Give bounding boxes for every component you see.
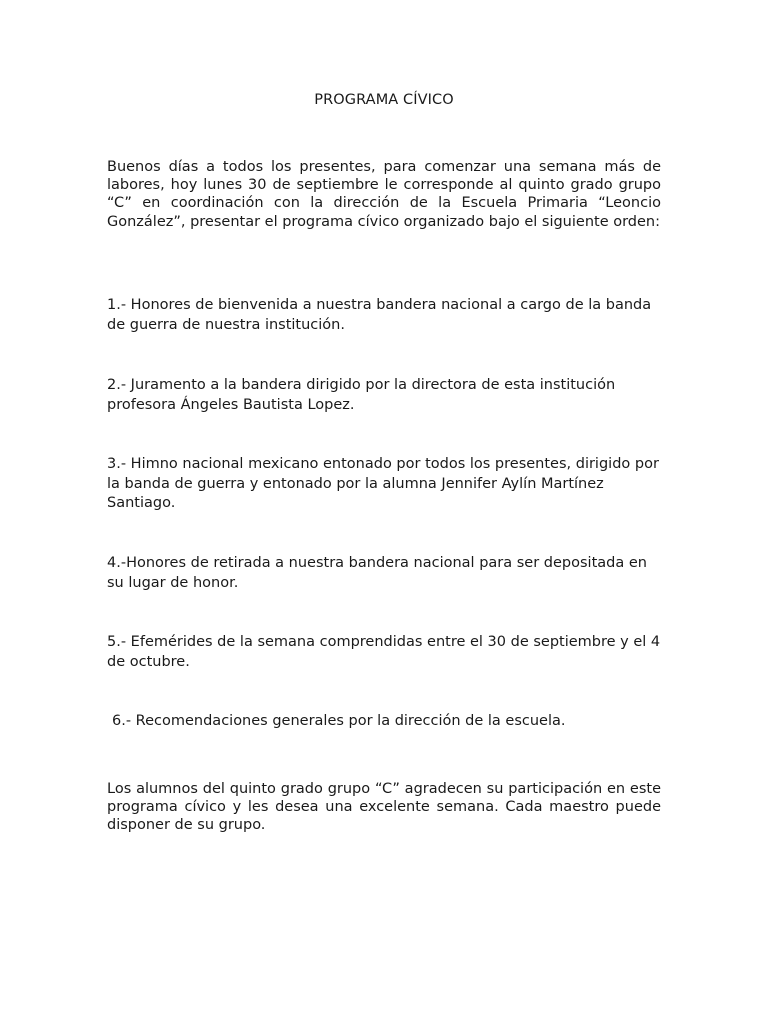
- intro-paragraph: Buenos días a todos los presentes, para comenzar una semana más de labores, hoy lunes 30 de septiembre le corresponde al quinto grado grupo “C” en coordinación con la dirección de la Escuela Primaria “Leoncio González”, presentar el programa cívico organizado bajo el siguiente orden:: [107, 159, 661, 230]
- program-item-1: 1.- Honores de bienvenida a nuestra bandera nacional a cargo de la banda de guerra de nuestra institución.: [107, 297, 652, 333]
- program-item-6: 6.- Recomendaciones generales por la dirección de la escuela.: [112, 713, 566, 729]
- closing-paragraph: Los alumnos del quinto grado grupo “C” agradecen su participación en este programa cívico y les desea una excelente semana. Cada maestro puede disponer de su grupo.: [107, 781, 661, 834]
- program-item-5: 5.- Efemérides de la semana comprendidas entre el 30 de septiembre y el 4 de octubre.: [107, 634, 661, 670]
- program-item-3: 3.- Himno nacional mexicano entonado por todos los presentes, dirigido por la banda de guerra y entonado por la alumna Jennifer Aylín Martínez Santiago.: [107, 456, 659, 512]
- document-title: PROGRAMA CÍVICO: [314, 92, 454, 108]
- program-item-2: 2.- Juramento a la bandera dirigido por la directora de esta institución profesora Ángeles Bautista Lopez.: [107, 377, 616, 413]
- program-item-4: 4.-Honores de retirada a nuestra bandera nacional para ser depositada en su lugar de honor.: [107, 555, 647, 591]
